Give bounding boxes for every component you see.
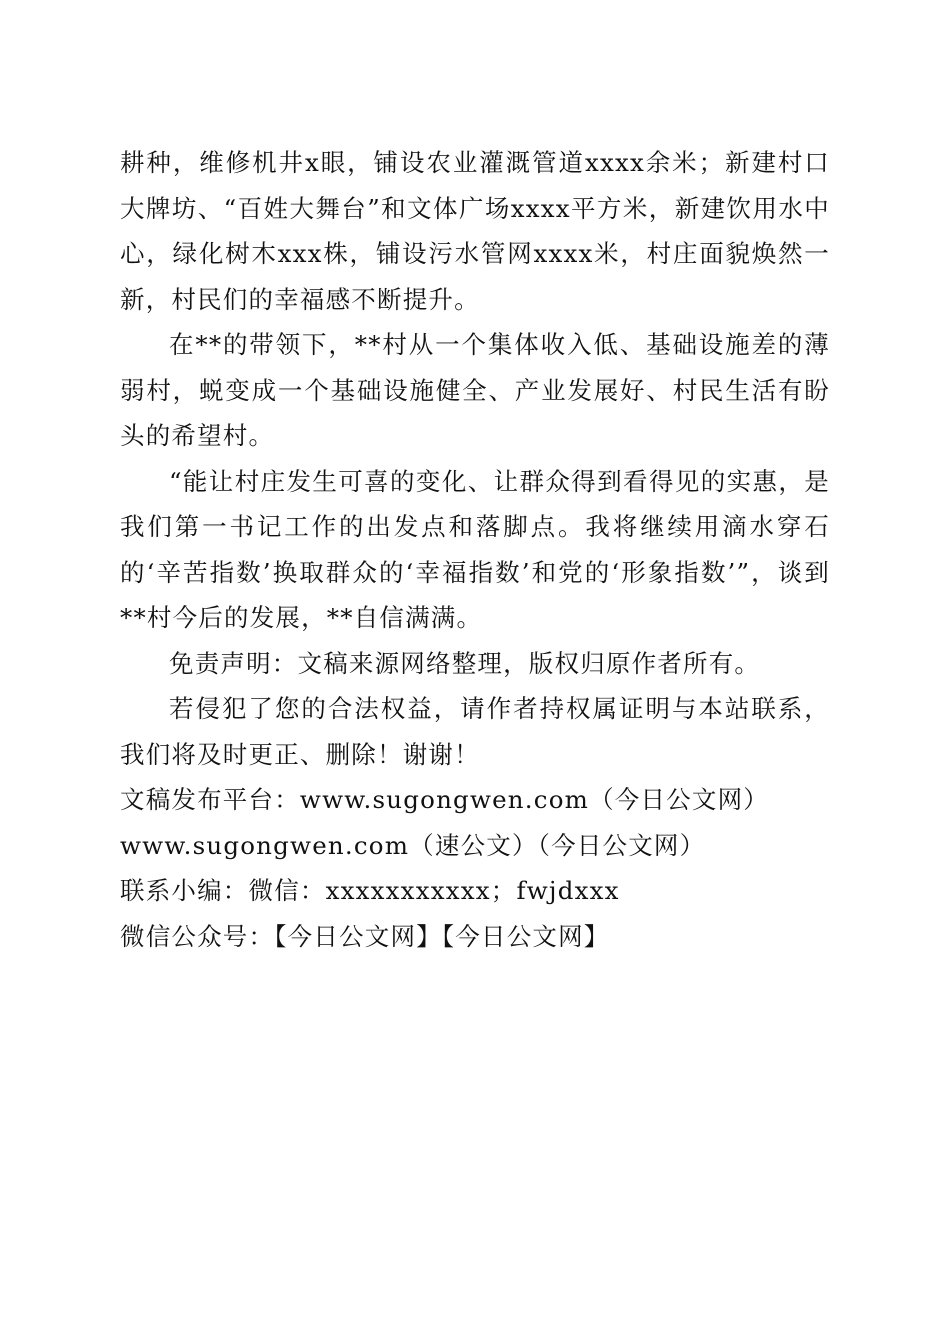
contact-line: 联系小编：微信：xxxxxxxxxxx；fwjdxxx (120, 876, 620, 905)
paragraph-continuation: 耕种，维修机井x眼，铺设农业灌溉管道xxxx余米；新建村口大牌坊、“百姓大舞台”和文体广场xxxx平方米，新建饮用水中心，绿化树木xxx株，铺设污水管网xxxx米，村庄面貌焕然一新，村民们的幸福感不断提升。 (120, 148, 830, 314)
wechat-account-line: 微信公众号：【今日公文网】【今日公文网】 (120, 921, 610, 951)
paragraph-leadership: 在**的带领下，**村从一个集体收入低、基础设施差的薄弱村，蜕变成一个基础设施健全、产业发展好、村民生活有盼头的希望村。 (120, 330, 830, 450)
disclaimer-line: 免责声明：文稿来源网络整理，版权归原作者所有。 (169, 648, 761, 678)
platform-line: 文稿发布平台：www.sugongwen.com（今日公文网） (120, 785, 769, 814)
site-line: www.sugongwen.com（速公文）（今日公文网） (120, 830, 706, 860)
paragraph-quote: “能让村庄发生可喜的变化、让群众得到看得见的实惠，是我们第一书记工作的出发点和落脚点。我将继续用滴水穿石的‘辛苦指数’换取群众的‘幸福指数’和党的‘形象指数’”，谈到**村今后的发展，**自信满满。 (120, 466, 830, 632)
document-body (120, 140, 830, 959)
infringement-notice: 若侵犯了您的合法权益，请作者持权属证明与本站联系，我们将及时更正、删除！谢谢！ (120, 694, 830, 769)
